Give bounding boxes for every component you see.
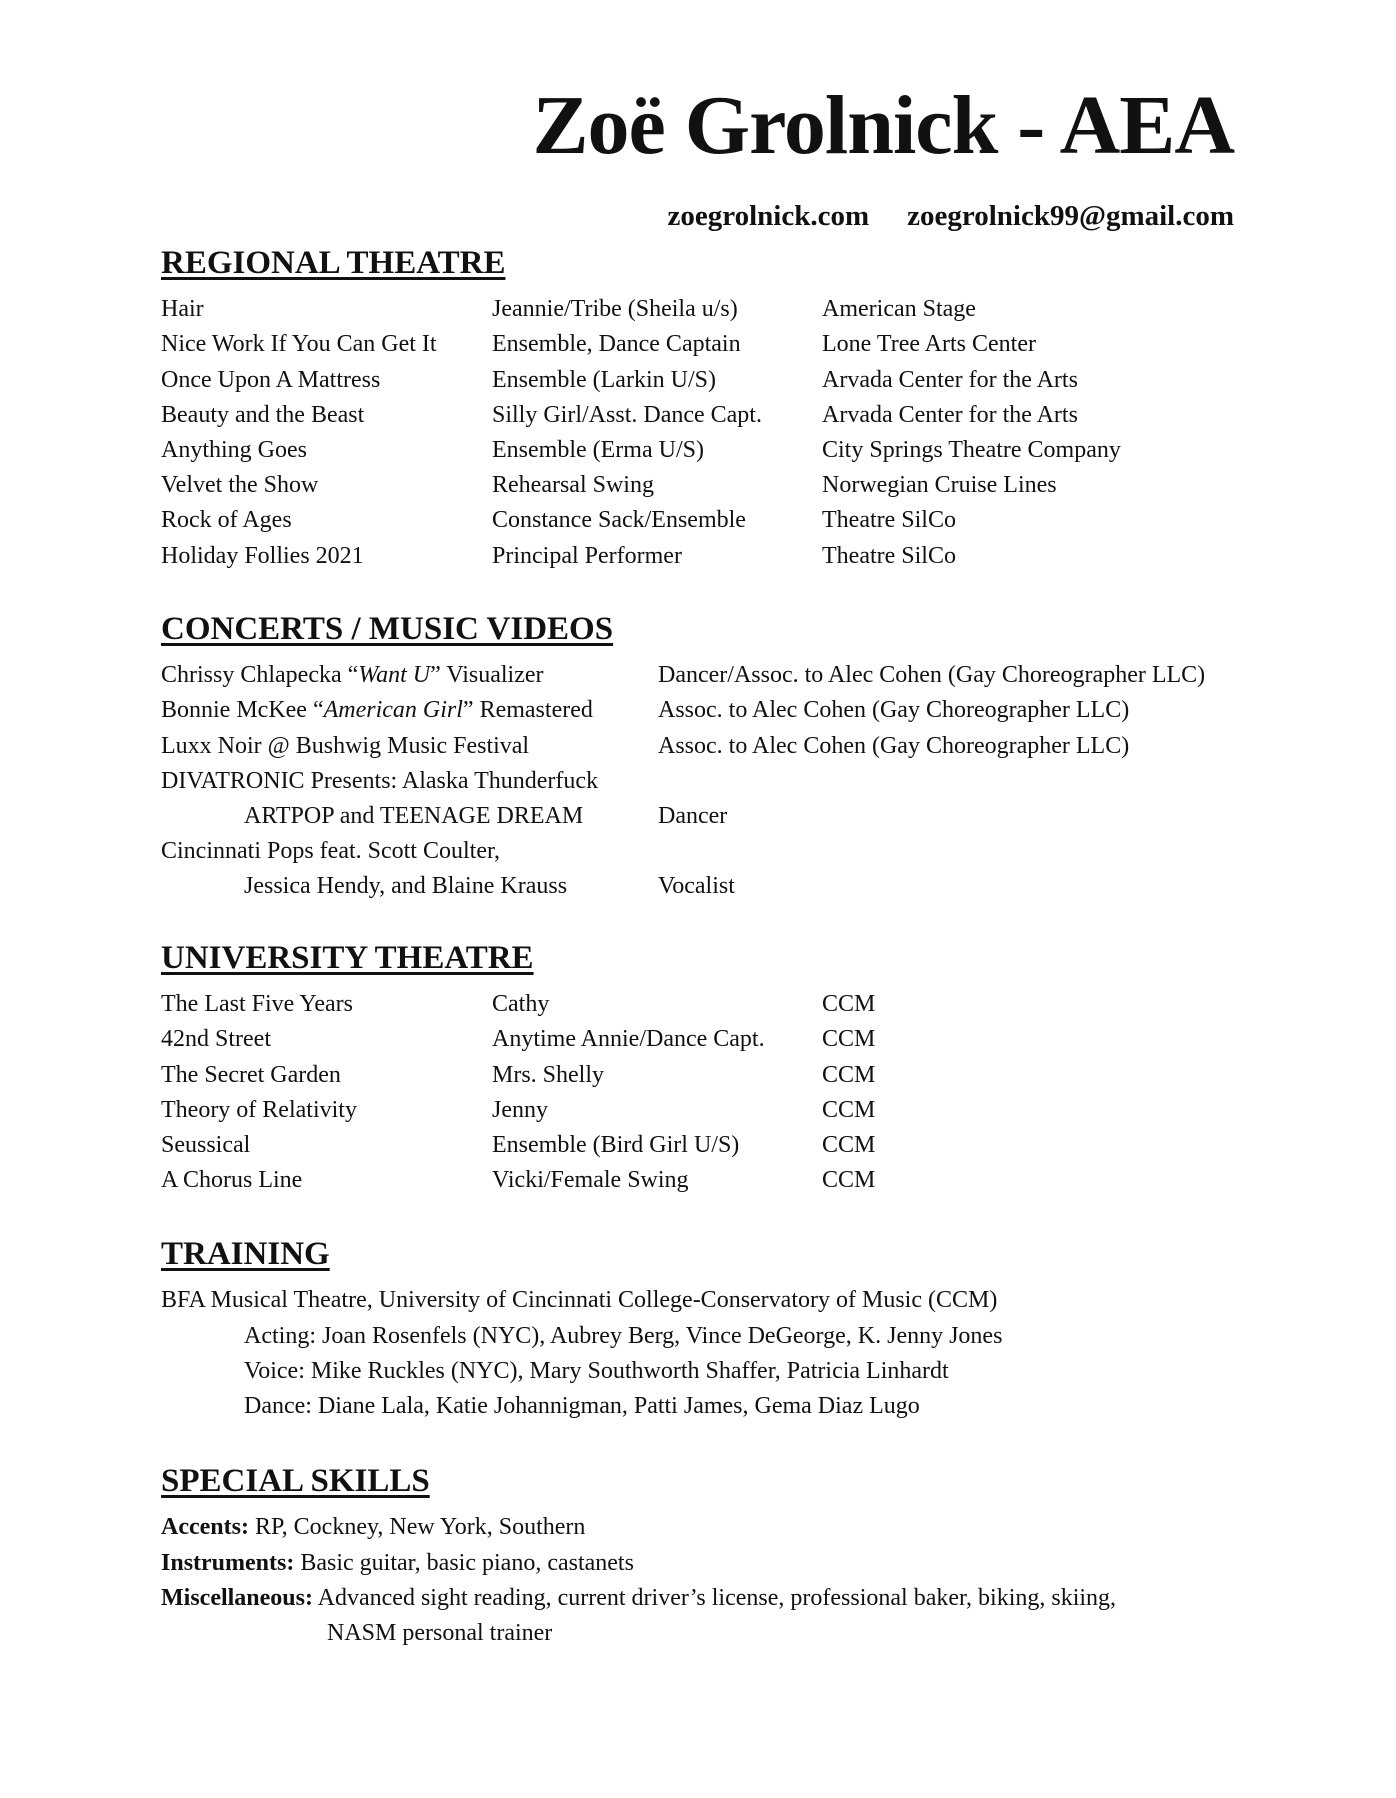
section-heading: TRAINING	[161, 1236, 330, 1272]
venue: Arvada Center for the Arts	[822, 401, 1078, 428]
project-title: Cincinnati Pops feat. Scott Coulter,	[161, 838, 500, 865]
show-title: The Secret Garden	[161, 1061, 341, 1088]
instruments-value: Basic guitar, basic piano, castanets	[294, 1549, 634, 1576]
misc-value: Advanced sight reading, current driver’s license, professional baker, biking, skiing,	[312, 1584, 1117, 1611]
role: Ensemble (Bird Girl U/S)	[492, 1132, 740, 1159]
credit-row	[161, 539, 1251, 574]
section-heading: REGIONAL THEATRE	[161, 245, 506, 281]
role: Dancer/Assoc. to Alec Cohen (Gay Choreographer LLC)	[658, 662, 1206, 689]
special-skills-section	[161, 1463, 1251, 1651]
instruments-label: Instruments:	[161, 1549, 295, 1576]
role: Ensemble, Dance Captain	[492, 331, 741, 358]
role: Vicki/Female Swing	[492, 1167, 689, 1194]
resume-name: Zoë Grolnick - AEA	[532, 79, 1234, 172]
credit-row	[161, 398, 1251, 433]
show-title: Hair	[161, 296, 204, 323]
dance-teachers: Dance: Diane Lala, Katie Johannigman, Patti James, Gema Diaz Lugo	[244, 1392, 920, 1419]
show-title: Velvet the Show	[161, 472, 319, 499]
instruments-line	[161, 1546, 1251, 1581]
show-title: Once Upon A Mattress	[161, 366, 381, 393]
misc-continued: NASM personal trainer	[327, 1619, 553, 1646]
misc-line	[161, 1581, 1251, 1616]
credit-row	[161, 1093, 1251, 1128]
voice-teachers: Voice: Mike Ruckles (NYC), Mary Southworth Shaffer, Patricia Linhardt	[244, 1357, 949, 1384]
section-heading: CONCERTS / MUSIC VIDEOS	[161, 611, 614, 647]
credit-row	[161, 799, 1251, 834]
show-title: The Last Five Years	[161, 991, 353, 1018]
role: Principal Performer	[492, 542, 682, 569]
role: Constance Sack/Ensemble	[492, 507, 746, 534]
role: Silly Girl/Asst. Dance Capt.	[492, 401, 762, 428]
credit-row	[161, 1163, 1251, 1198]
acting-teachers: Acting: Joan Rosenfels (NYC), Aubrey Berg, Vince DeGeorge, K. Jenny Jones	[244, 1322, 1003, 1349]
credit-row	[161, 292, 1251, 327]
venue: Theatre SilCo	[822, 542, 956, 569]
regional-theatre-section	[161, 245, 1251, 574]
venue: CCM	[822, 1061, 876, 1088]
training-section	[161, 1236, 1251, 1424]
role: Assoc. to Alec Cohen (Gay Choreographer LLC)	[658, 732, 1130, 759]
venue: CCM	[822, 991, 876, 1018]
role: Assoc. to Alec Cohen (Gay Choreographer LLC)	[658, 697, 1130, 724]
project-title: Chrissy Chlapecka “Want U” Visualizer	[161, 662, 544, 689]
accents-value: RP, Cockney, New York, Southern	[248, 1514, 586, 1541]
credit-row	[161, 327, 1251, 362]
venue: CCM	[822, 1026, 876, 1053]
section-heading: UNIVERSITY THEATRE	[161, 940, 534, 976]
venue: CCM	[822, 1096, 876, 1123]
degree-line: BFA Musical Theatre, University of Cincinnati College-Conservatory of Music (CCM)	[161, 1287, 998, 1314]
credit-row	[161, 363, 1251, 398]
role: Ensemble (Larkin U/S)	[492, 366, 716, 393]
role: Rehearsal Swing	[492, 472, 654, 499]
concerts-section	[161, 611, 1251, 905]
show-title: Seussical	[161, 1132, 251, 1159]
credit-row	[161, 1128, 1251, 1163]
venue: CCM	[822, 1167, 876, 1194]
show-title: Rock of Ages	[161, 507, 292, 534]
university-theatre-section	[161, 940, 1251, 1198]
show-title: Theory of Relativity	[161, 1096, 357, 1123]
credit-row	[161, 869, 1251, 904]
role: Dancer	[658, 803, 728, 830]
project-title: Bonnie McKee “American Girl” Remastered	[161, 697, 593, 724]
credit-row	[161, 503, 1251, 538]
credit-row	[161, 987, 1251, 1022]
venue: Norwegian Cruise Lines	[822, 472, 1057, 499]
venue: American Stage	[822, 296, 976, 323]
show-title: Beauty and the Beast	[161, 401, 365, 428]
project-title: Luxx Noir @ Bushwig Music Festival	[161, 732, 530, 759]
role: Jeannie/Tribe (Sheila u/s)	[492, 296, 738, 323]
credit-row	[161, 468, 1251, 503]
show-title: Holiday Follies 2021	[161, 542, 364, 569]
credit-row	[161, 834, 1251, 869]
credit-row	[161, 693, 1251, 728]
project-title: Jessica Hendy, and Blaine Krauss	[244, 873, 568, 900]
credit-row	[161, 729, 1251, 764]
credit-row	[161, 433, 1251, 468]
credit-row	[161, 658, 1251, 693]
role: Vocalist	[658, 873, 735, 900]
email-link[interactable]: zoegrolnick99@gmail.com	[907, 200, 1234, 232]
accents-label: Accents:	[161, 1514, 249, 1541]
credit-row	[161, 764, 1251, 799]
project-title: ARTPOP and TEENAGE DREAM	[244, 803, 584, 830]
venue: Lone Tree Arts Center	[822, 331, 1036, 358]
credit-row	[161, 1058, 1251, 1093]
project-title: DIVATRONIC Presents: Alaska Thunderfuck	[161, 767, 599, 794]
contact-line	[668, 200, 1234, 233]
credit-row	[161, 1022, 1251, 1057]
venue: CCM	[822, 1132, 876, 1159]
role: Ensemble (Erma U/S)	[492, 437, 704, 464]
role: Cathy	[492, 991, 550, 1018]
show-title: Anything Goes	[161, 437, 307, 464]
venue: Arvada Center for the Arts	[822, 366, 1078, 393]
misc-label: Miscellaneous:	[161, 1584, 313, 1611]
show-title: A Chorus Line	[161, 1167, 303, 1194]
role: Mrs. Shelly	[492, 1061, 605, 1088]
show-title: Nice Work If You Can Get It	[161, 331, 437, 358]
role: Anytime Annie/Dance Capt.	[492, 1026, 765, 1053]
venue: City Springs Theatre Company	[822, 437, 1121, 464]
section-heading: SPECIAL SKILLS	[161, 1463, 430, 1499]
show-title: 42nd Street	[161, 1026, 271, 1053]
role: Jenny	[492, 1096, 548, 1123]
website-link[interactable]: zoegrolnick.com	[667, 200, 870, 232]
accents-line	[161, 1510, 1251, 1545]
venue: Theatre SilCo	[822, 507, 956, 534]
